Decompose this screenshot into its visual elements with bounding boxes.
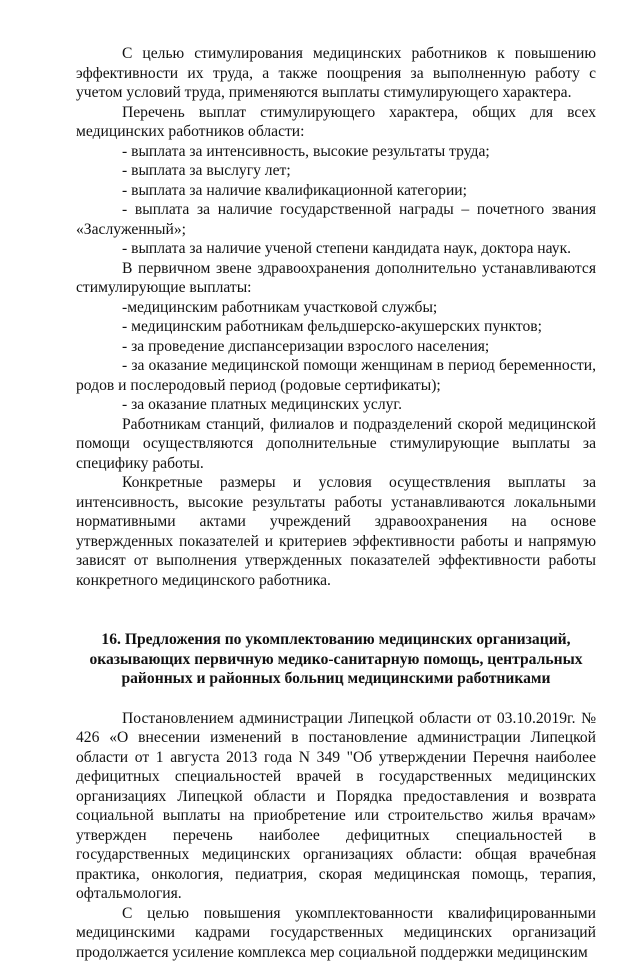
list-item: - выплата за наличие государственной награды – почетного звания «Заслуженный»;	[76, 200, 596, 239]
list-item: - выплата за наличие квалификационной категории;	[76, 181, 596, 201]
section-spacer	[76, 590, 596, 630]
paragraph: Работникам станций, филиалов и подразделений скорой медицинской помощи осуществляются дополнительные стимулирующие выплаты за специфику работы.	[76, 415, 596, 474]
paragraph: Перечень выплат стимулирующего характера, общих для всех медицинских работников области:	[76, 103, 596, 142]
list-item: - выплата за выслугу лет;	[76, 161, 596, 181]
list-item: - за проведение диспансеризации взрослого населения;	[76, 337, 596, 357]
list-item: - за оказание платных медицинских услуг.	[76, 395, 596, 415]
bottom-text-block	[76, 709, 596, 962]
paragraph: Постановлением администрации Липецкой области от 03.10.2019г. № 426 «О внесении изменений в постановление администрации Липецкой области от 1 августа 2013 года N 349 "Об утверждении Перечня наиболее дефицитных специальностей врачей в государственных медицинских организациях Липецкой области и Порядка предоставления и возврата социальной выплаты на приобретение или строительство жилья врачам» утвержден перечень наиболее дефицитных специальностей в государственных медицинских организациях области: общая врачебная практика, онкология, педиатрия, скорая медицинская помощь, терапия, офтальмология.	[76, 709, 596, 904]
document-page	[76, 44, 596, 962]
list-item: - выплата за наличие ученой степени кандидата наук, доктора наук.	[76, 239, 596, 259]
paragraph: В первичном звене здравоохранения дополнительно устанавливаются стимулирующие выплаты:	[76, 259, 596, 298]
top-text-block	[76, 44, 596, 590]
section-heading: 16. Предложения по укомплектованию медицинских организаций, оказывающих первичную медико-санитарную помощь, центральных районных и районных больниц медицинскими работниками	[76, 630, 596, 689]
paragraph: Конкретные размеры и условия осуществления выплаты за интенсивность, высокие результаты работы устанавливаются локальными нормативными актами учреждений здравоохранения на основе утвержденных показателей и критериев эффективности работы и напрямую зависят от выполнения утвержденных показателей эффективности работы конкретного медицинского работника.	[76, 473, 596, 590]
list-item: - выплата за интенсивность, высокие результаты труда;	[76, 142, 596, 162]
list-item: - медицинским работникам фельдшерско-акушерских пунктов;	[76, 317, 596, 337]
heading-spacer	[76, 689, 596, 709]
paragraph: С целью повышения укомплектованности квалифицированными медицинскими кадрами государственных медицинских организаций продолжается усиление комплекса мер социальной поддержки медицинским	[76, 904, 596, 962]
list-item: -медицинским работникам участковой службы;	[76, 298, 596, 318]
list-item: - за оказание медицинской помощи женщинам в период беременности, родов и послеродовый период (родовые сертификаты);	[76, 356, 596, 395]
paragraph: С целью стимулирования медицинских работников к повышению эффективности их труда, а также поощрения за выполненную работу с учетом условий труда, применяются выплаты стимулирующего характера.	[76, 44, 596, 103]
